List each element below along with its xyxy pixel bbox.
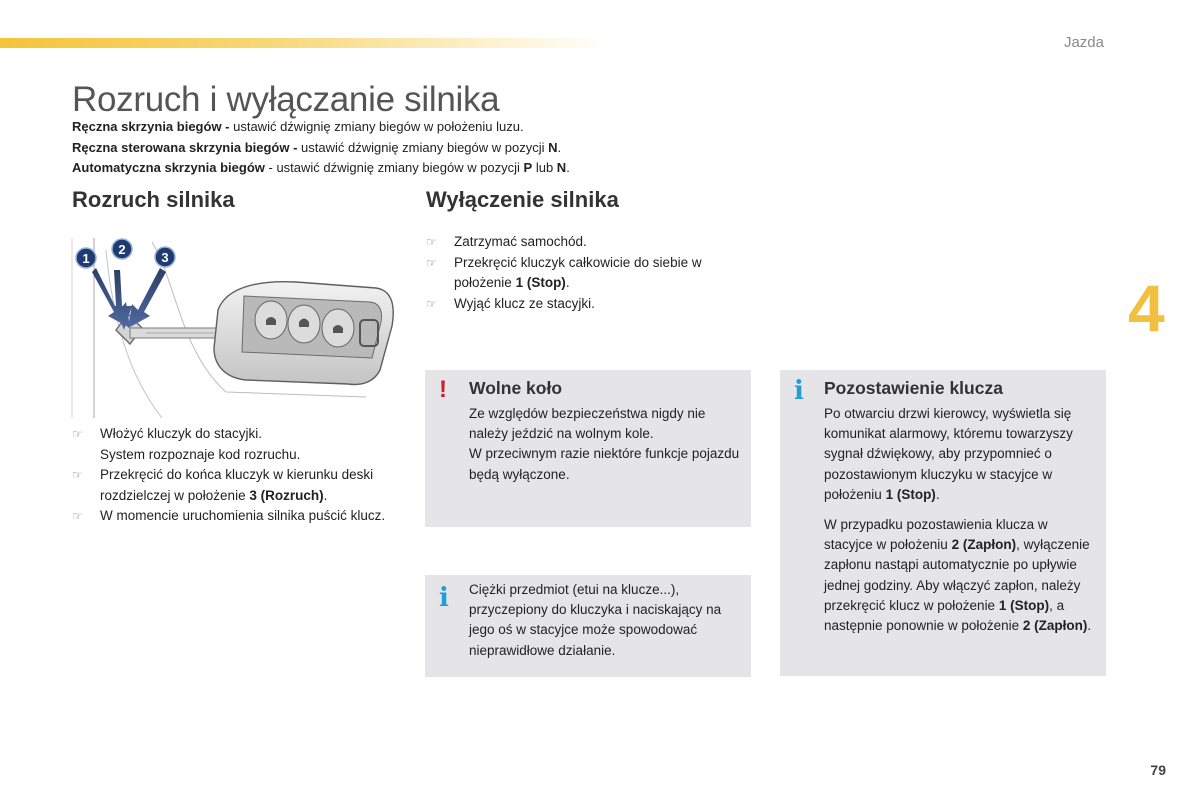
info-icon: i	[794, 376, 804, 406]
list-item: ☞ Włożyć kluczyk do stacyjki. System rozpoznaje kod rozruchu.	[72, 424, 402, 465]
key-left-box-text: Po otwarciu drzwi kierowcy, wyświetla się komunikat alarmowy, któremu towarzyszy sygnał dźwiękowy, aby przypomnieć o pozostawionym kluczyku w stacyjce w położeniu 1 (Stop). W przypadku pozostawienia klucza w stacyjce w położeniu 2 (Zapłon), wyłączenie zapłonu nastąpi automatycznie po upływie jednej godziny. Aby włączyć zapłon, należy przekręcić klucz w położenie 1 (Stop), a następnie ponownie w położenie 2 (Zapłon).	[824, 406, 1092, 634]
page-title: Rozruch i wyłączanie silnika	[72, 80, 500, 119]
stop-heading: Wyłączenie silnika	[426, 187, 619, 212]
warning-icon: !	[439, 376, 447, 403]
svg-text:2: 2	[118, 242, 126, 257]
key-left-box-title: Pozostawienie klucza	[824, 378, 1003, 398]
heavy-object-text: Ciężki przedmiot (etui na klucze...), przyczepiony do kluczyka i naciskający na jego oś w stacyjce może spowodować nieprawidłowe działanie.	[469, 582, 722, 658]
stop-steps-list	[426, 232, 746, 314]
marker-3	[155, 247, 175, 267]
intro-line: Automatyczna skrzynia biegów - ustawić dźwignię zmiany biegów w pozycji P lub N.	[72, 160, 570, 175]
neutral-warning-box	[425, 370, 751, 527]
start-steps-list	[72, 424, 402, 527]
heavy-object-info-box	[425, 575, 751, 677]
header-accent-bar	[0, 38, 610, 48]
list-item: ☞ W momencie uruchomienia silnika puścić klucz.	[72, 506, 402, 527]
list-item: ☞ Przekręcić do końca kluczyk w kierunku deski rozdzielczej w położenie 3 (Rozruch).	[72, 465, 402, 506]
page-number: 79	[1150, 762, 1166, 778]
marker-2	[112, 239, 132, 259]
info-icon: i	[439, 583, 449, 613]
marker-1	[76, 248, 96, 268]
key-ignition-illustration	[66, 232, 398, 418]
list-item: ☞ Zatrzymać samochód.	[426, 232, 746, 253]
list-item: ☞ Wyjąć klucz ze stacyjki.	[426, 294, 746, 315]
key-left-info-box	[780, 370, 1106, 676]
intro-text	[72, 117, 772, 179]
start-heading: Rozruch silnika	[72, 187, 235, 212]
svg-text:3: 3	[161, 250, 169, 265]
intro-line: Ręczna sterowana skrzynia biegów - ustawić dźwignię zmiany biegów w pozycji N.	[72, 139, 562, 155]
neutral-box-title: Wolne koło	[469, 378, 563, 398]
chapter-number: 4	[1128, 271, 1165, 345]
intro-line: Ręczna skrzynia biegów - ustawić dźwignię zmiany biegów w położeniu luzu.	[72, 119, 524, 134]
svg-text:1: 1	[82, 251, 90, 266]
list-item: ☞ Przekręcić kluczyk całkowicie do siebie w położenie 1 (Stop).	[426, 253, 746, 294]
neutral-box-text: Ze względów bezpieczeństwa nigdy nie należy jeździć na wolnym kole. W przeciwnym razie niektóre funkcje pojazdu będą wyłączone.	[469, 406, 740, 482]
section-label: Jazda	[1063, 34, 1104, 51]
